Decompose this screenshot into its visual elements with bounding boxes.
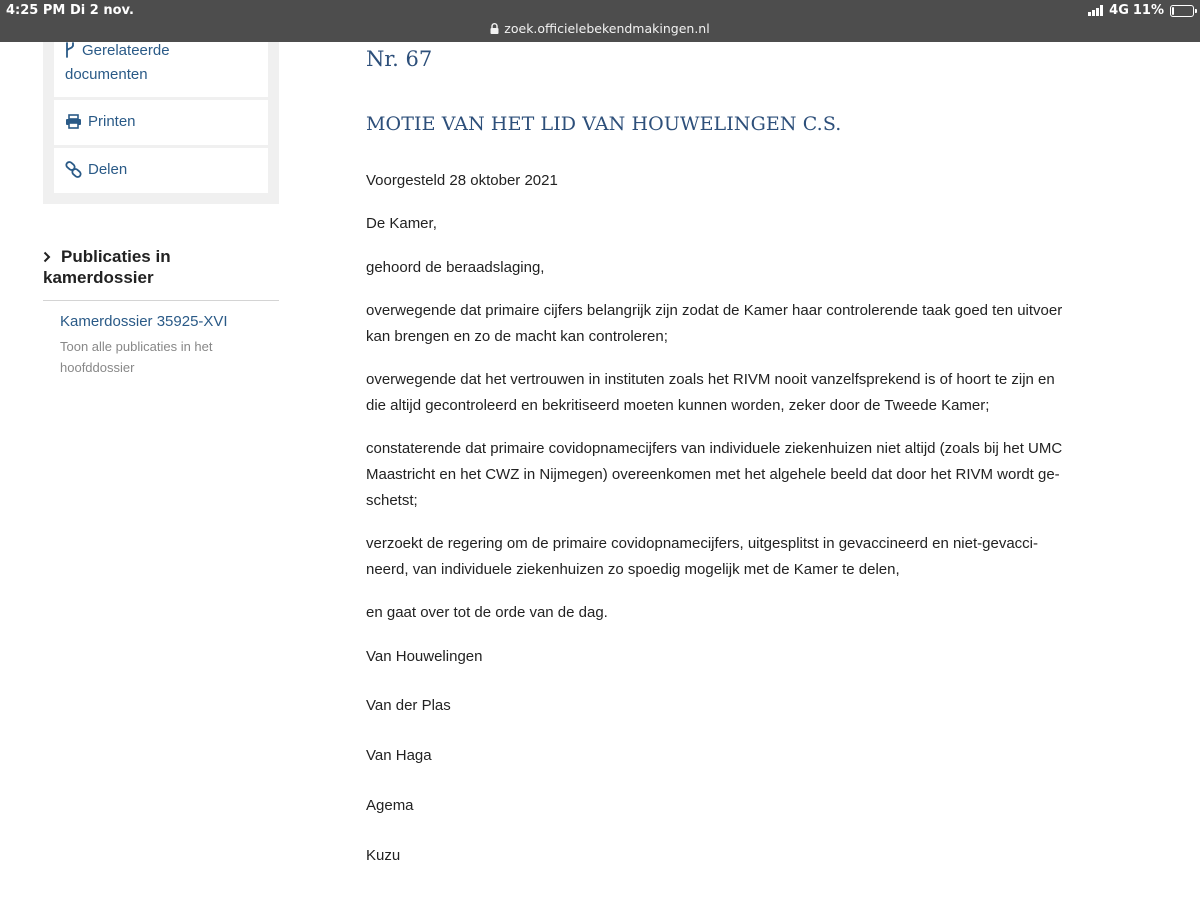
dossier-description-line-1: Toon alle publicaties in het [60,339,213,354]
signal-icon [1088,5,1103,16]
chevron-right-icon [43,251,51,263]
status-time: 4:25 PM [6,3,66,18]
paragraph-2-line-1: overwegende dat het vertrouwen in instituten zoals het RIVM nooit vanzelfsprekend is of hoort te zijn en [366,371,1055,388]
proposed-date: Voorgesteld 28 oktober 2021 [366,172,558,189]
dossier-description-line-2: hoofddossier [60,360,135,375]
dossier-heading-2: kamerdossier [43,268,154,287]
share-label: Delen [88,161,128,178]
battery-percent: 11% [1132,3,1164,18]
paragraph-3-line-2: Maastricht en het CWZ in Nijmegen) overeenkomen met het algehele beeld dat door het RIVM wordt ge- [366,466,1060,483]
related-documents-button[interactable] [54,42,268,97]
paragraph-4-line-1: verzoekt de regering om de primaire covidopnamecijfers, uitgesplitst in gevaccineerd en niet-gevacci- [366,535,1038,552]
dossier-section-toggle[interactable] [43,246,279,288]
paragraph-3-line-1: constaterende dat primaire covidopnamecijfers van individuele ziekenhuizen niet altijd (zoals bij het UMC [366,440,1063,457]
lock-icon [490,23,499,34]
paragraph-4-line-2: neerd, van individuele ziekenhuizen zo spoedig mogelijk met de Kamer te delen, [366,561,900,578]
signatory: Van Houwelingen [366,648,483,665]
paragraph-2-line-2: die altijd gecontroleerd en bekritiseerd moeten kunnen worden, zeker door de Tweede Kamer; [366,397,990,414]
print-button[interactable] [54,100,268,145]
address-bar[interactable] [0,21,1200,36]
signatory: Kuzu [366,847,401,864]
dossier-heading-1: Publicaties in [61,247,171,266]
divider [43,300,279,301]
document-title: MOTIE VAN HET LID VAN HOUWELINGEN C.S. [366,113,842,135]
status-date: Di 2 nov. [70,3,134,18]
related-documents-label-1: Gerelateerde [82,42,170,59]
printer-icon [65,114,82,129]
print-label: Printen [88,113,136,130]
signatory: Van Haga [366,747,432,764]
address-line: De Kamer, [366,215,437,232]
status-indicators [1088,3,1194,18]
battery-icon [1170,5,1194,17]
signatory: Van der Plas [366,697,451,714]
signatory: Agema [366,797,414,814]
related-documents-icon [64,42,76,58]
dossier-description [60,336,260,378]
paragraph-1-line-2: kan brengen en zo de macht kan controleren; [366,328,668,345]
heard-line: gehoord de beraadslaging, [366,259,545,276]
document-actions-panel [43,42,279,204]
paragraph-3-line-3: schetst; [366,492,418,509]
link-icon [65,161,82,178]
status-bar [0,0,1200,42]
url-text: zoek.officielebekendmakingen.nl [504,21,710,36]
document-number: Nr. 67 [366,47,433,71]
closing-line: en gaat over tot de orde van de dag. [366,604,608,621]
kamerdossier-link[interactable]: Kamerdossier 35925-XVI [60,313,228,330]
paragraph-1-line-1: overwegende dat primaire cijfers belangrijk zijn zodat de Kamer haar controlerende taak goed ten uitvoer [366,302,1063,319]
network-type: 4G [1109,3,1129,18]
share-button[interactable] [54,148,268,193]
related-documents-label-2: documenten [65,66,148,83]
